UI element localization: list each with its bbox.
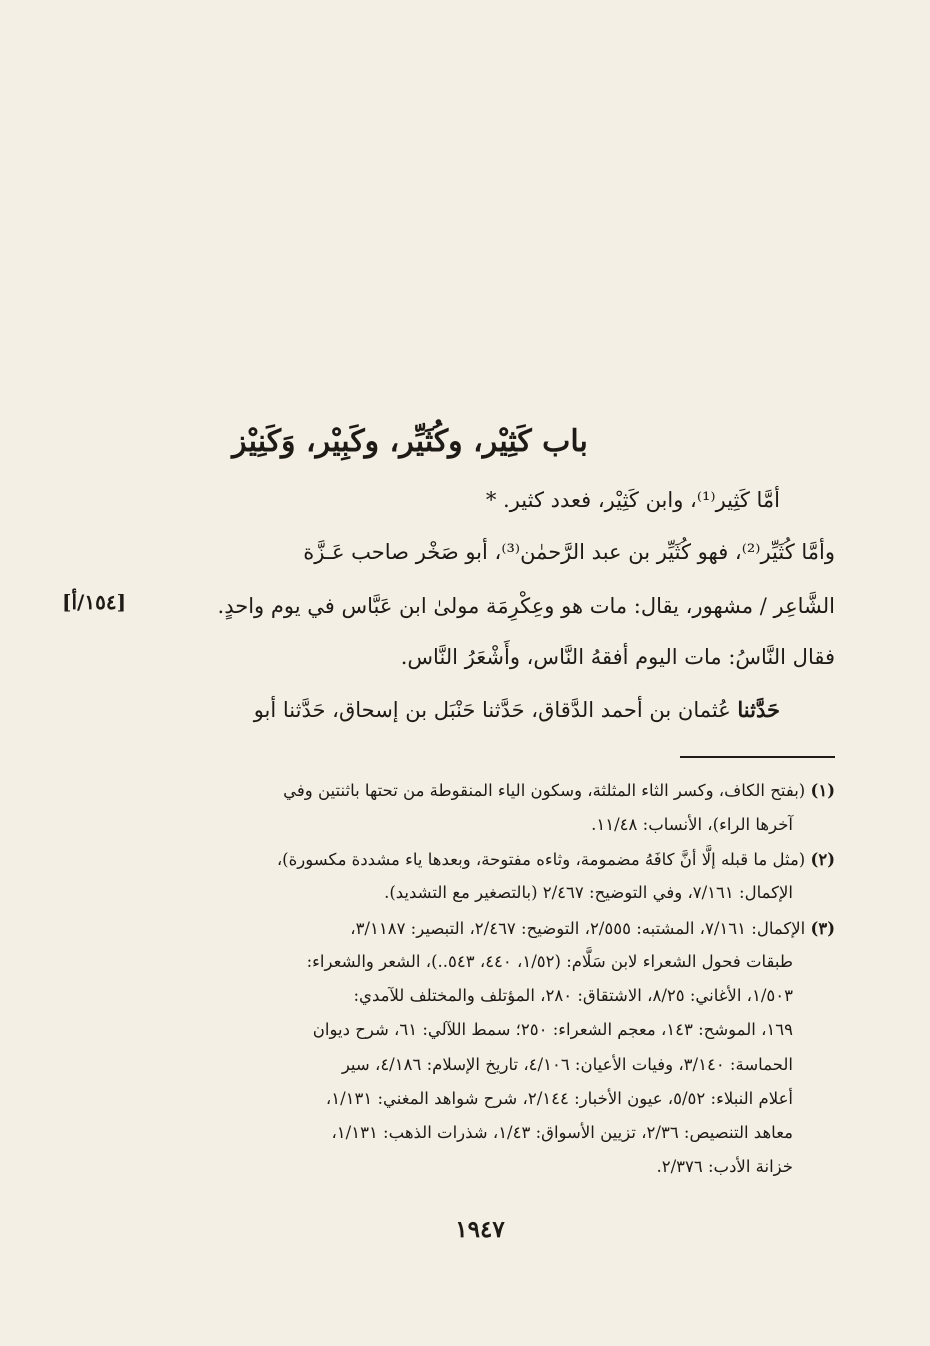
body-line-3: الشَّاعِر / مشهور، يقال: مات هو وعِكْرِمَة مولىٰ ابن عَبَّاس في يوم واحدٍ.: [217, 594, 835, 618]
footnote-2-line-1: [145, 845, 835, 874]
footnote-3-line-1: [145, 914, 835, 943]
footnote-1-line-1: [145, 776, 835, 805]
footnote-3-line-5: الحماسة: ٣/١٤٠، وفيات الأعيان: ٤/١٠٦، تاريخ الإسلام: ٤/١٨٦، سير: [341, 1055, 793, 1074]
footnote-separator: [680, 756, 835, 758]
footnote-3-text: الإكمال: ٧/١٦١، المشتبه: ٢/٥٥٥، التوضيح: ٢/٤٦٧، التبصير: ٣/١١٨٧،: [350, 919, 806, 938]
footnote-3-line-3: ١/٥٠٣، الأغاني: ٨/٢٥، الاشتقاق: ٢٨٠، المؤتلف والمختلف للآمدي:: [353, 986, 793, 1005]
footnote-1-text: (بفتح الكاف، وكسر الثاء المثلثة، وسكون الياء المنقوطة من تحتها باثنتين وفي: [283, 781, 806, 800]
body-line-4: فقال النَّاسُ: مات اليوم أفقهُ النَّاس، وأَشْعَرُ النَّاس.: [400, 645, 835, 669]
footnote-3-line-4: ١٦٩، الموشح: ١٤٣، معجم الشعراء: ٢٥٠؛ سمط اللآلي: ٦١، شرح ديوان: [312, 1020, 793, 1039]
footnote-2-text: (مثل ما قبله إلَّا أنَّ كافَهُ مضمومة، وثاءه مفتوحة، وبعدها ياء مشددة مكسورة)،: [276, 850, 806, 869]
body-line-2: وأمَّا كُثَيِّر⁽²⁾، فهو كُثَيِّر بن عبد الرَّحمٰن⁽³⁾، أبو صَخْر صاحب عَـزَّة: [303, 540, 835, 564]
hadith-chain-lead: حَدَّثنا: [737, 697, 780, 722]
footnote-1-number: (١): [810, 781, 835, 800]
footnote-2-number: (٢): [810, 850, 835, 869]
hadith-chain-text: عُثمان بن أحمد الدَّقاق، حَدَّثنا حَنْبَل بن إسحاق، حَدَّثنا أبو: [253, 698, 738, 722]
chapter-title: باب كَثِيْر، وكُثَيِّر، وكَبِيْر، وَكَنِيْز: [232, 424, 588, 459]
body-line-1: أمَّا كَثِير⁽¹⁾، وابن كَثِيْر، فعدد كثير. *: [485, 488, 780, 512]
footnote-2-line-2: الإكمال: ٧/١٦١، وفي التوضيح: ٢/٤٦٧ (بالتصغير مع التشديد).: [384, 883, 793, 902]
page-number: ١٩٤٧: [455, 1216, 505, 1243]
body-line-5: [140, 693, 780, 727]
footnote-3-number: (٣): [810, 919, 835, 938]
folio-marker: [١٥٤/أ]: [62, 590, 127, 614]
footnote-3-line-7: معاهد التنصيص: ٢/٣٦، تزيين الأسواق: ١/٤٣، شذرات الذهب: ١/١٣١،: [331, 1123, 793, 1142]
footnote-3-line-8: خزانة الأدب: ٢/٣٧٦.: [656, 1157, 793, 1176]
footnote-1-line-2: آخرها الراء)، الأنساب: ١١/٤٨.: [591, 815, 793, 834]
footnote-3-line-2: طبقات فحول الشعراء لابن سَلَّام: (١/٥٢، ٤٤٠، ٥٤٣..)، الشعر والشعراء:: [306, 952, 793, 971]
footnote-3-line-6: أعلام النبلاء: ٥/٥٢، عيون الأخبار: ٢/١٤٤، شرح شواهد المغني: ١/١٣١،: [325, 1089, 793, 1108]
